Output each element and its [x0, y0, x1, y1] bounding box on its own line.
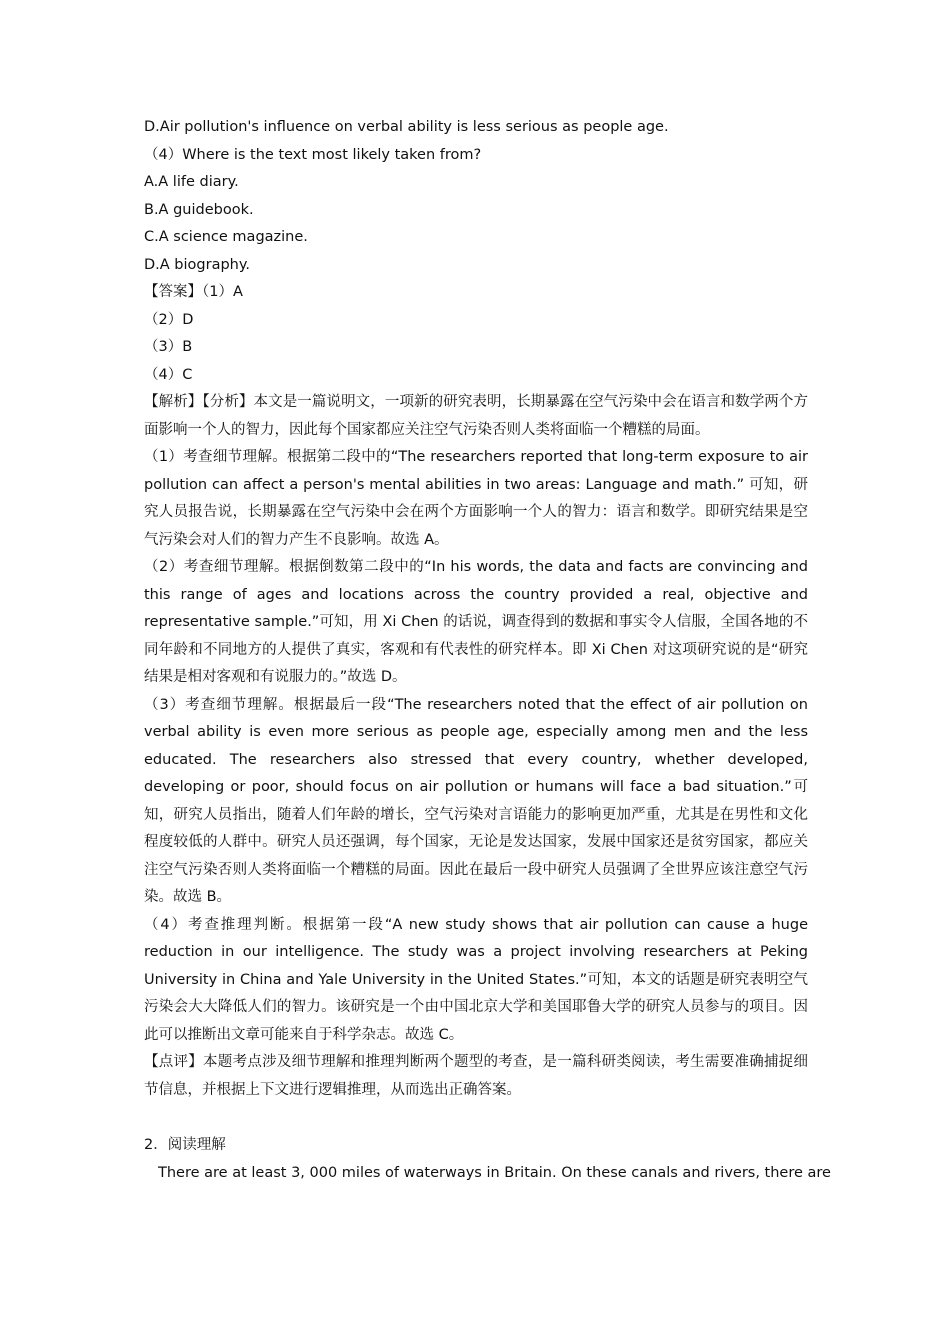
explanation-4: （4）考查推理判断。根据第一段“A new study shows that air pollution can cause a huge reduction in our intelligence. The study was a project involving researchers at Peking University in China and Yale University in the United States.”可知，本文的话题是研究表明空气污染会大大降低人们的智力。该研究是一个由中国北京大学和美国耶鲁大学的研究人员参与的项目。因此可以推断出文章可能来自于科学杂志。故选 C。	[144, 916, 808, 1043]
answer-3: （3）B	[144, 339, 193, 355]
explanation-2: （2）考查细节理解。根据倒数第二段中的“In his words, the data and facts are convincing and this range of ages and locations across the country provided a real, objective and representative sample.”可知，用 Xi Chen 的话说，调查得到的数据和事实令人信服，全国各地的不同年龄和不同地方的人提供了真实，客观和有代表性的研究样本。即 Xi Chen 对这项研究说的是“研究结果是相对客观和有说服力的。”故选 D。	[144, 559, 808, 685]
analysis-paragraph: 【解析】【分析】本文是一篇说明文，一项新的研究表明，长期暴露在空气污染中会在语言和数学两个方面影响一个人的智力，因此每个国家都应关注空气污染否则人类将面临一个糟糕的局面。	[144, 394, 808, 438]
section-2-first-line: There are at least 3, 000 miles of waterways in Britain. On these canals and rivers, there are	[158, 1164, 831, 1181]
document-page	[144, 114, 831, 1187]
section-spacer	[144, 1104, 808, 1132]
q4-question: （4）Where is the text most likely taken from?	[144, 146, 482, 163]
explanation-1: （1）考查细节理解。根据第二段中的“The researchers reported that long-term exposure to air pollution can affect a person's mental abilities in two areas: Language and math.” 可知，研究人员报告说，长期暴露在空气污染中会在两个方面影响一个人的智力：语言和数学。即研究结果是空气污染会对人们的智力产生不良影响。故选 A。	[144, 449, 808, 548]
q4-option-b: B.A guidebook.	[144, 201, 254, 218]
explanation-3: （3）考查细节理解。根据最后一段“The researchers noted that the effect of air pollution on verbal ability is even more serious as people age, especially among men and the less educated. The researchers also stressed that every country, whether developed, developing or poor, should focus on air pollution or humans will face a bad situation.”可知，研究人员指出，随着人们年龄的增长，空气污染对言语能力的影响更加严重，尤其是在男性和文化程度较低的人群中。研究人员还强调，每个国家，无论是发达国家，发展中国家还是贫穷国家，都应关注空气污染否则人类将面临一个糟糕的局面。因此在最后一段中研究人员强调了全世界应该注意空气污染。故选 B。	[144, 696, 808, 905]
q4-option-a: A.A life diary.	[144, 174, 239, 190]
answer-1: 【答案】（1）A	[144, 284, 243, 300]
section-2-heading: 2．阅读理解	[144, 1137, 226, 1153]
answer-4: （4）C	[144, 366, 193, 383]
q4-option-d: D.A biography.	[144, 256, 250, 273]
answer-2: （2）D	[144, 311, 194, 328]
q3-option-d: D.Air pollution's influence on verbal ability is less serious as people age.	[144, 119, 669, 135]
q4-option-c: C.A science magazine.	[144, 229, 308, 245]
comment-paragraph: 【点评】本题考点涉及细节理解和推理判断两个题型的考查，是一篇科研类阅读，考生需要准确捕捉细节信息，并根据上下文进行逻辑推理，从而选出正确答案。	[144, 1054, 808, 1098]
